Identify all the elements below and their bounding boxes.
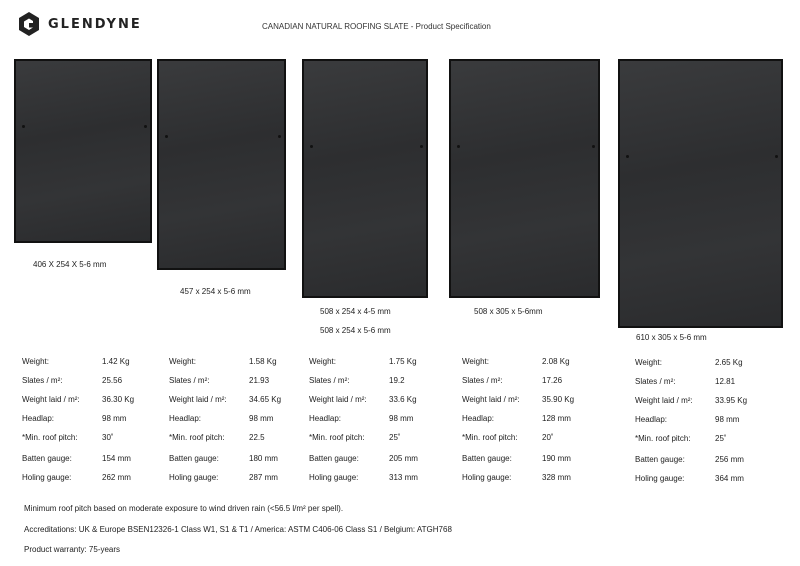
spec-value: 22.5	[249, 433, 265, 442]
spec-value: 256 mm	[715, 455, 744, 464]
spec-label: Slates / m²:	[635, 377, 676, 386]
nail-hole	[310, 145, 313, 148]
spec-label: *Min. roof pitch:	[169, 433, 225, 442]
spec-label: *Min. roof pitch:	[309, 433, 365, 442]
spec-label: Holing gauge:	[22, 473, 72, 482]
nail-hole	[420, 145, 423, 148]
nail-hole	[165, 135, 168, 138]
spec-label: Weight laid / m²:	[22, 395, 80, 404]
slate-size-caption: 508 x 254 x 5-6 mm	[320, 326, 391, 335]
spec-label: Weight:	[635, 358, 662, 367]
spec-value: 1.75 Kg	[389, 357, 417, 366]
spec-label: Batten gauge:	[22, 454, 72, 463]
spec-value: 287 mm	[249, 473, 278, 482]
nail-hole	[592, 145, 595, 148]
spec-label: Weight:	[309, 357, 336, 366]
spec-label: Headlap:	[462, 414, 495, 423]
slate-size-caption: 508 x 305 x 5-6mm	[474, 307, 543, 316]
glendyne-logo-icon	[18, 12, 40, 36]
spec-label: Weight laid / m²:	[169, 395, 227, 404]
spec-label: Headlap:	[635, 415, 668, 424]
spec-value: 17.26	[542, 376, 563, 385]
spec-value: 262 mm	[102, 473, 131, 482]
spec-value: 25.56	[102, 376, 123, 385]
slate-size-caption: 457 x 254 x 5-6 mm	[180, 287, 251, 296]
spec-value: 205 mm	[389, 454, 418, 463]
spec-label: Weight laid / m²:	[309, 395, 367, 404]
spec-value: 2.08 Kg	[542, 357, 570, 366]
nail-hole	[22, 125, 25, 128]
spec-value: 2.65 Kg	[715, 358, 743, 367]
footnote-accreditations: Accreditations: UK & Europe BSEN12326-1 Class W1, S1 & T1 / America: ASTM C406-06 Class S1 / Belgium: ATGH768	[24, 525, 452, 534]
spec-value: 20˚	[542, 433, 554, 442]
spec-label: Weight:	[22, 357, 49, 366]
slate-size-caption: 406 X 254 X 5-6 mm	[33, 260, 107, 269]
spec-label: Weight:	[462, 357, 489, 366]
spec-value: 34.65 Kg	[249, 395, 282, 404]
spec-label: *Min. roof pitch:	[635, 434, 691, 443]
spec-value: 30˚	[102, 433, 114, 442]
document-title: CANADIAN NATURAL ROOFING SLATE - Product Specification	[262, 22, 491, 31]
nail-hole	[626, 155, 629, 158]
slate-image	[14, 59, 152, 243]
spec-value: 364 mm	[715, 474, 744, 483]
slate-image	[449, 59, 600, 298]
spec-label: Holing gauge:	[635, 474, 685, 483]
slate-image	[618, 59, 783, 328]
nail-hole	[775, 155, 778, 158]
spec-label: *Min. roof pitch:	[462, 433, 518, 442]
slate-image	[157, 59, 286, 270]
slate-image	[302, 59, 428, 298]
spec-label: Batten gauge:	[462, 454, 512, 463]
spec-value: 1.42 Kg	[102, 357, 130, 366]
nail-hole	[457, 145, 460, 148]
spec-label: Batten gauge:	[309, 454, 359, 463]
spec-value: 19.2	[389, 376, 405, 385]
spec-label: Holing gauge:	[309, 473, 359, 482]
spec-value: 36.30 Kg	[102, 395, 135, 404]
slate-size-caption: 508 x 254 x 4-5 mm	[320, 307, 391, 316]
spec-value: 35.90 Kg	[542, 395, 575, 404]
spec-value: 128 mm	[542, 414, 571, 423]
spec-label: Slates / m²:	[169, 376, 210, 385]
spec-value: 12.81	[715, 377, 736, 386]
spec-value: 154 mm	[102, 454, 131, 463]
brand-logo	[18, 12, 142, 36]
spec-value: 1.58 Kg	[249, 357, 277, 366]
spec-label: Headlap:	[169, 414, 202, 423]
spec-label: Weight laid / m²:	[635, 396, 693, 405]
nail-hole	[144, 125, 147, 128]
spec-label: Holing gauge:	[462, 473, 512, 482]
spec-value: 25˚	[389, 433, 401, 442]
footnote-warranty: Product warranty: 75-years	[24, 545, 121, 554]
spec-value: 190 mm	[542, 454, 571, 463]
spec-label: Headlap:	[309, 414, 342, 423]
spec-value: 328 mm	[542, 473, 571, 482]
spec-label: Headlap:	[22, 414, 55, 423]
spec-value: 180 mm	[249, 454, 278, 463]
spec-label: Batten gauge:	[635, 455, 685, 464]
spec-label: Weight laid / m²:	[462, 395, 520, 404]
spec-value: 98 mm	[715, 415, 740, 424]
spec-value: 98 mm	[389, 414, 414, 423]
footnote-pitch: Minimum roof pitch based on moderate exposure to wind driven rain (<56.5 l/m² per spell).	[24, 504, 344, 513]
spec-value: 21.93	[249, 376, 270, 385]
spec-label: *Min. roof pitch:	[22, 433, 78, 442]
spec-label: Batten gauge:	[169, 454, 219, 463]
spec-label: Slates / m²:	[22, 376, 63, 385]
spec-label: Slates / m²:	[309, 376, 350, 385]
spec-value: 33.6 Kg	[389, 395, 417, 404]
spec-value: 33.95 Kg	[715, 396, 748, 405]
slate-size-caption: 610 x 305 x 5-6 mm	[636, 333, 707, 342]
spec-value: 313 mm	[389, 473, 418, 482]
spec-label: Holing gauge:	[169, 473, 219, 482]
spec-label: Slates / m²:	[462, 376, 503, 385]
spec-value: 98 mm	[249, 414, 274, 423]
spec-value: 25˚	[715, 434, 727, 443]
spec-label: Weight:	[169, 357, 196, 366]
brand-name: GLENDYNE	[48, 16, 142, 32]
nail-hole	[278, 135, 281, 138]
spec-value: 98 mm	[102, 414, 127, 423]
